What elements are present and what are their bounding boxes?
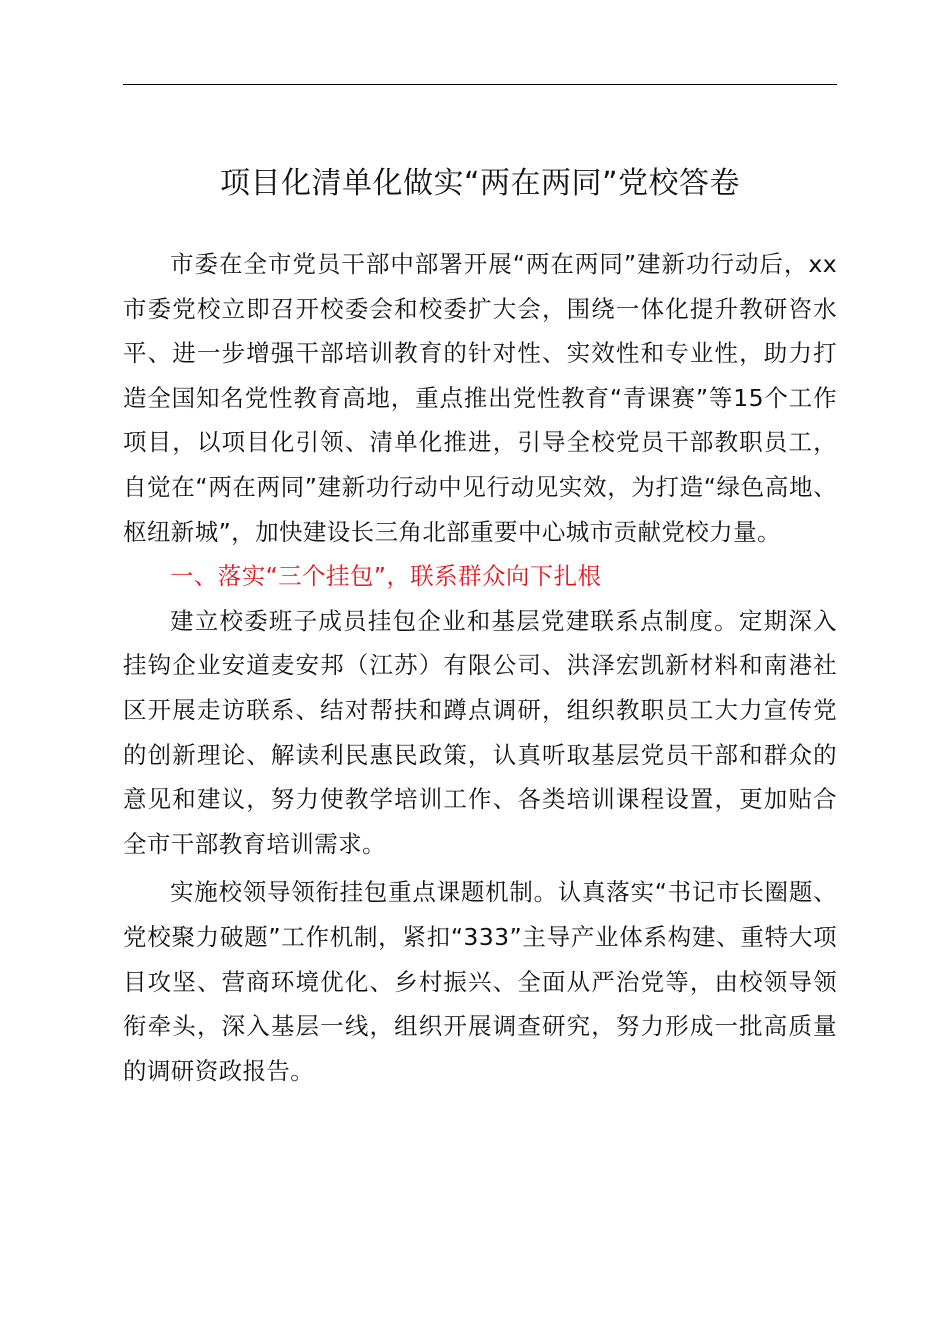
section-1-paragraph-1: 建立校委班子成员挂包企业和基层党建联系点制度。定期深入挂钩企业安道麦安邦（江苏）有限公司、洪泽宏凯新材料和南港社区开展走访联系、结对帮扶和蹲点调研，组织教职员工大力宣传党的创新理论、解读利民惠民政策，认真听取基层党员干部和群众的意见和建议，努力使教学培训工作、各类培训课程设置，更加贴合全市干部教育培训需求。	[123, 606, 837, 858]
document-title: 项目化清单化做实“两在两同”党校答卷	[219, 166, 741, 201]
header-rule	[123, 84, 837, 85]
document-body	[123, 242, 837, 1093]
section-1-paragraph-2: 实施校领导领衔挂包重点课题机制。认真落实“书记市长圈题、党校聚力破题”工作机制，紧扣“333”主导产业体系构建、重特大项目攻坚、营商环境优化、乡村振兴、全面从严治党等，由校领导领衔牵头，深入基层一线，组织开展调查研究，努力形成一批高质量的调研资政报告。	[123, 878, 837, 1085]
intro-paragraph: 市委在全市党员干部中部署开展“两在两同”建新功行动后，xx市委党校立即召开校委会和校委扩大会，围绕一体化提升教研咨水平、进一步增强干部培训教育的针对性、实效性和专业性，助力打造全国知名党性教育高地，重点推出党性教育“青课赛”等15个工作项目，以项目化引领、清单化推进，引导全校党员干部教职员工，自觉在“两在两同”建新功行动中见行动见实效，为打造“绿色高地、枢纽新城”，加快建设长三角北部重要中心城市贡献党校力量。	[123, 250, 837, 546]
section-heading-1: 一、落实“三个挂包”，联系群众向下扎根	[170, 562, 602, 591]
